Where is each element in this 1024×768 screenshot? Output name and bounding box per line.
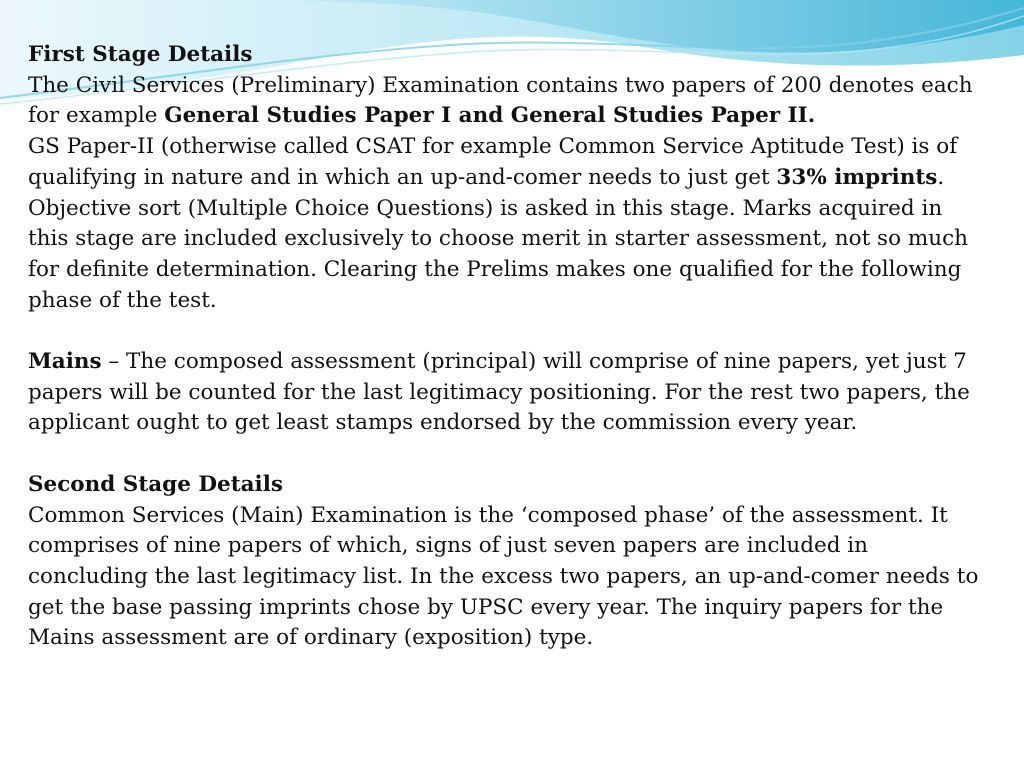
first-stage-paragraph-3: Objective sort (Multiple Choice Questions) is asked in this stage. Marks acquired in this stage are included exclusively to choose merit in starter assessment, not so much for definite determination. Clearing the Prelims makes one qualified for the following phase of the test. <box>28 195 968 313</box>
second-stage-heading: Second Stage Details <box>28 471 283 497</box>
slide-body <box>28 40 988 654</box>
spacer <box>28 439 988 470</box>
spacer <box>28 316 988 347</box>
second-stage-paragraph: Common Services (Main) Examination is the ‘composed phase’ of the assessment. It comprises of nine papers of which, signs of just seven papers are included in concluding the last legitimacy list. In the excess two papers, an up-and-comer needs to get the base passing imprints chose by UPSC every year. The inquiry papers for the Mains assessment are of ordinary (exposition) type. <box>28 502 979 651</box>
first-stage-paragraph-1: The Civil Services (Preliminary) Examination contains two papers of 200 denotes each for example General Studies Paper I and General Studies Paper II. <box>28 72 973 129</box>
first-stage-paragraph-2: GS Paper-II (otherwise called CSAT for example Common Service Aptitude Test) is of qualifying in nature and in which an up-and-comer needs to just get 33% imprints. <box>28 134 958 190</box>
first-stage-heading: First Stage Details <box>28 42 253 67</box>
mains-paragraph: Mains – The composed assessment (principal) will comprise of nine papers, yet just 7 papers will be counted for the last legitimacy positioning. For the rest two papers, the applicant ought to get least stamps endorsed by the commission every year. <box>28 349 970 436</box>
